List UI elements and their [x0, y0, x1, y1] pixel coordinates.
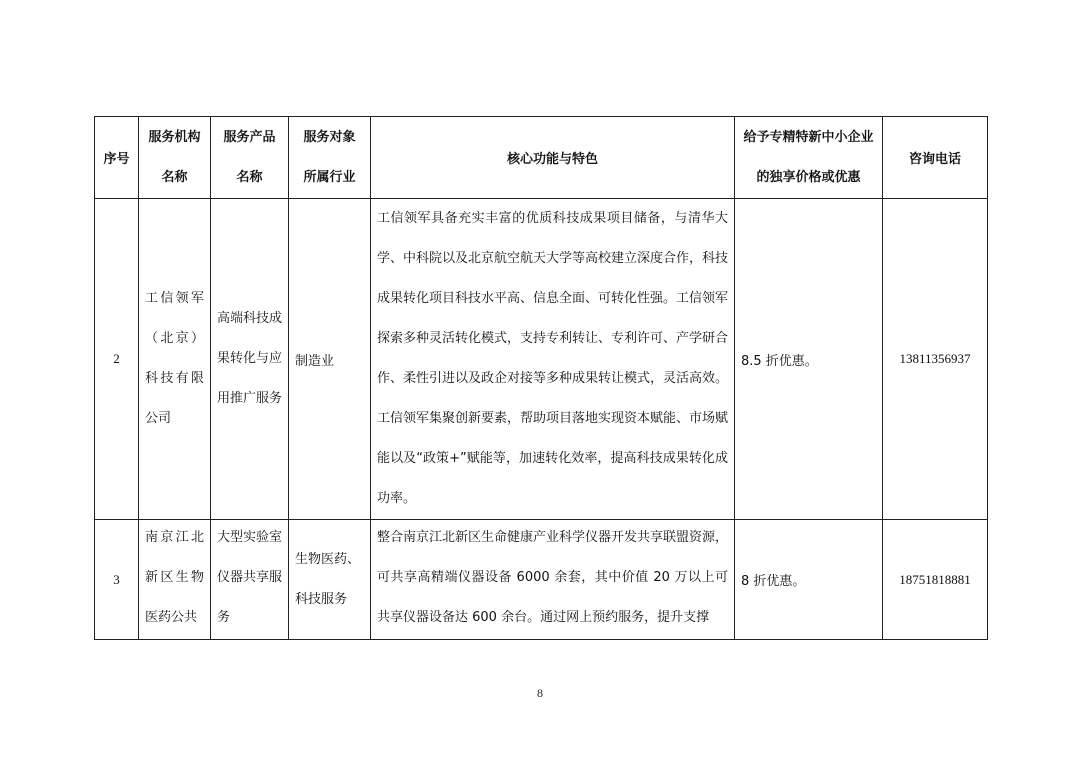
row-features-cell: [371, 199, 735, 520]
table-row: [95, 199, 988, 520]
header-org-line1: 服务机构: [148, 129, 201, 145]
row-org: 工信领军（北京）科技有限公司: [145, 291, 204, 426]
row-index: 2: [113, 351, 120, 366]
row-target: 制造业: [295, 353, 335, 369]
row-phone-cell: [883, 520, 988, 640]
header-product: [211, 117, 289, 199]
row-org: 南京江北新区生物医药公共: [145, 530, 204, 625]
row-discount-cell: [735, 199, 883, 520]
header-org: [139, 117, 211, 199]
row-index-cell: [95, 520, 139, 640]
page-number: 8: [537, 686, 543, 700]
header-target: [289, 117, 371, 199]
row-product-cell: [211, 520, 289, 640]
service-table: [94, 116, 988, 640]
row-product-cell: [211, 199, 289, 520]
row-discount-cell: [735, 520, 883, 640]
header-discount-line2: 的独享价格或优惠: [756, 169, 861, 185]
row-target-cell: [289, 520, 371, 640]
header-features-label: 核心功能与特色: [506, 152, 598, 167]
header-product-line2: 名称: [236, 169, 263, 185]
header-discount: [735, 117, 883, 199]
row-features: 整合南京江北新区生命健康产业科学仪器开发共享联盟资源，可共享高精端仪器设备 6000 余套，其中价值 20 万以上可共享仪器设备达 600 余台。通过网上预约服务，提升支撑: [377, 530, 729, 625]
header-target-line2: 所属行业: [303, 169, 356, 185]
row-target-cell: [289, 199, 371, 520]
header-index-label: 序号: [103, 152, 130, 167]
row-product: 高端科技成果转化与应用推广服务: [217, 311, 283, 406]
row-org-cell: [139, 520, 211, 640]
row-org-cell: [139, 199, 211, 520]
row-discount: 8.5 折优惠。: [741, 353, 818, 369]
row-phone-cell: [883, 199, 988, 520]
row-phone: 13811356937: [899, 351, 971, 366]
header-phone-label: 咨询电话: [908, 152, 961, 167]
row-phone: 18751818881: [899, 571, 971, 587]
header-org-line2: 名称: [161, 169, 188, 185]
table-header-row: [95, 117, 988, 199]
row-features-cell: [371, 520, 735, 640]
row-target: 生物医药、科技服务: [295, 551, 361, 607]
row-index-cell: [95, 199, 139, 520]
row-index: 3: [113, 571, 120, 587]
header-index: [95, 117, 139, 199]
row-features: 工信领军具备充实丰富的优质科技成果项目储备，与清华大学、中科院以及北京航空航天大学等高校建立深度合作，科技成果转化项目科技水平高、信息全面、可转化性强。工信领军探索多种灵活转化模式，支持专利转让、专利许可、产学研合作、柔性引进以及政企对接等多种成果转让模式，灵活高效。工信领军集聚创新要素，帮助项目落地实现资本赋能、市场赋能以及“政策+”赋能等，加速转化效率，提高科技成果转化成功率。: [377, 211, 729, 506]
table-row: [95, 520, 988, 640]
row-discount: 8 折优惠。: [741, 574, 806, 589]
header-features: [371, 117, 735, 199]
header-phone: [883, 117, 988, 199]
header-target-line1: 服务对象: [303, 129, 356, 145]
row-product: 大型实验室仪器共享服务: [217, 530, 283, 625]
header-product-line1: 服务产品: [223, 129, 276, 145]
header-discount-line1: 给予专精特新中小企业: [743, 129, 874, 145]
